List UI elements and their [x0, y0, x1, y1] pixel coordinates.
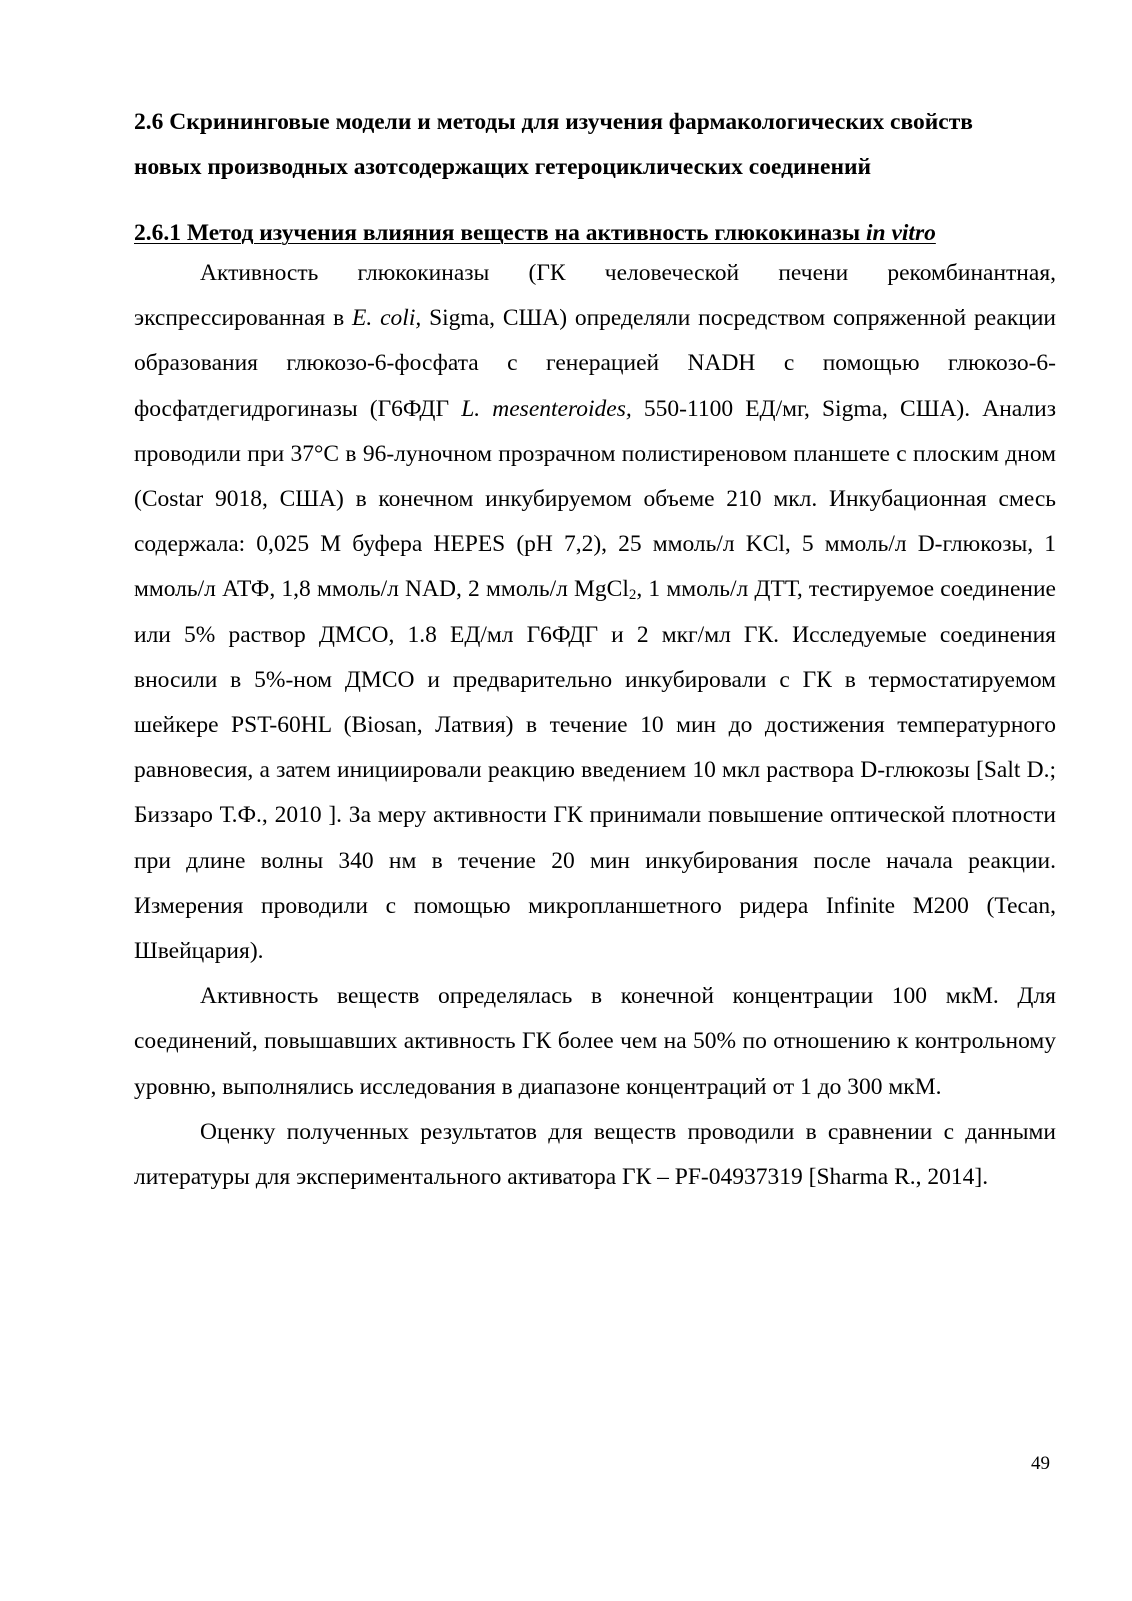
paragraph-glucokinase-method — [134, 251, 1056, 974]
section-heading-line-1: 2.6 Скрининговые модели и методы для изучения фармакологических свойств — [134, 109, 973, 135]
paragraph-1-text-2: Sigma, США) определяли посредством сопряженной реакции образования глюкозо-6-фосфата с генерацией NADH с помощью глюкозо-6-фосфатдегидрогиназы (Г6ФДГ — [134, 305, 1056, 422]
paragraph-1-text-1: Активность глюкокиназы (ГК человеческой печени рекомбинантная, экспрессированная в — [134, 260, 1056, 332]
paragraph-1-italic-species: L. mesenteroides, — [461, 395, 632, 422]
paragraph-1-text-3: 550-1100 ЕД/мг, Sigma, США). Анализ проводили при 37°С в 96-луночном прозрачном полистиреновом планшете с плоским дном (Costar 9018, США) в конечном инкубируемом объеме 210 мкл. Инкубационная смесь содержала: 0,025 М буфера HEPES (pH 7,2), 25 ммоль/л KCl, 5 ммоль/л D-глюкозы, 1 ммоль/л АТФ, 1,8 ммоль/л NAD, 2 ммоль/л MgCl — [134, 395, 1057, 603]
paragraph-1-italic-ecoli: E. coli, — [352, 305, 422, 332]
page-number: 49 — [1031, 1453, 1050, 1474]
paragraph-concentration: Активность веществ определялась в конечной концентрации 100 мкМ. Для соединений, повышавших активность ГК более чем на 50% по отношению к контрольному уровню, выполнялись исследования в диапазоне концентраций от 1 до 300 мкМ. — [134, 983, 1056, 1100]
document-page — [134, 100, 1056, 1200]
paragraph-1-text-4: , 1 ммоль/л ДТТ, тестируемое соединение или 5% раствор ДМСО, 1.8 ЕД/мл Г6ФДГ и 2 мкг/мл ГК. Исследуемые соединения вносили в 5%-ном ДМСО и предварительно инкубировали с ГК в термостатируемом шейкере PST-60HL (Biosan, Латвия) в течение 10 мин до достижения температурного равновесия, а затем инициировали реакцию введением 10 мкл раствора D-глюкозы [Salt D.; Биззаро Т.Ф., 2010 ]. За меру активности ГК принимали повышение оптической плотности при длине волны 340 нм в течение 20 мин инкубирования после начала реакции. Измерения проводили с помощью микропланшетного ридера Infinite M200 (Tecan, Швейцария). — [134, 576, 1056, 965]
subsection-heading — [134, 219, 1056, 247]
subsection-heading-italic: in vitro — [865, 220, 936, 246]
section-heading — [134, 100, 1056, 190]
subsection-heading-text: 2.6.1 Метод изучения влияния веществ на активность глюкокиназы — [134, 220, 866, 246]
paragraph-comparison: Оценку полученных результатов для веществ проводили в сравнении с данными литературы для экспериментального активатора ГК – PF-04937319 [Sharma R., 2014]. — [134, 1118, 1056, 1191]
section-heading-line-2: новых производных азотсодержащих гетероциклических соединений — [134, 154, 872, 180]
paragraph-1-subscript: 2 — [628, 587, 637, 604]
